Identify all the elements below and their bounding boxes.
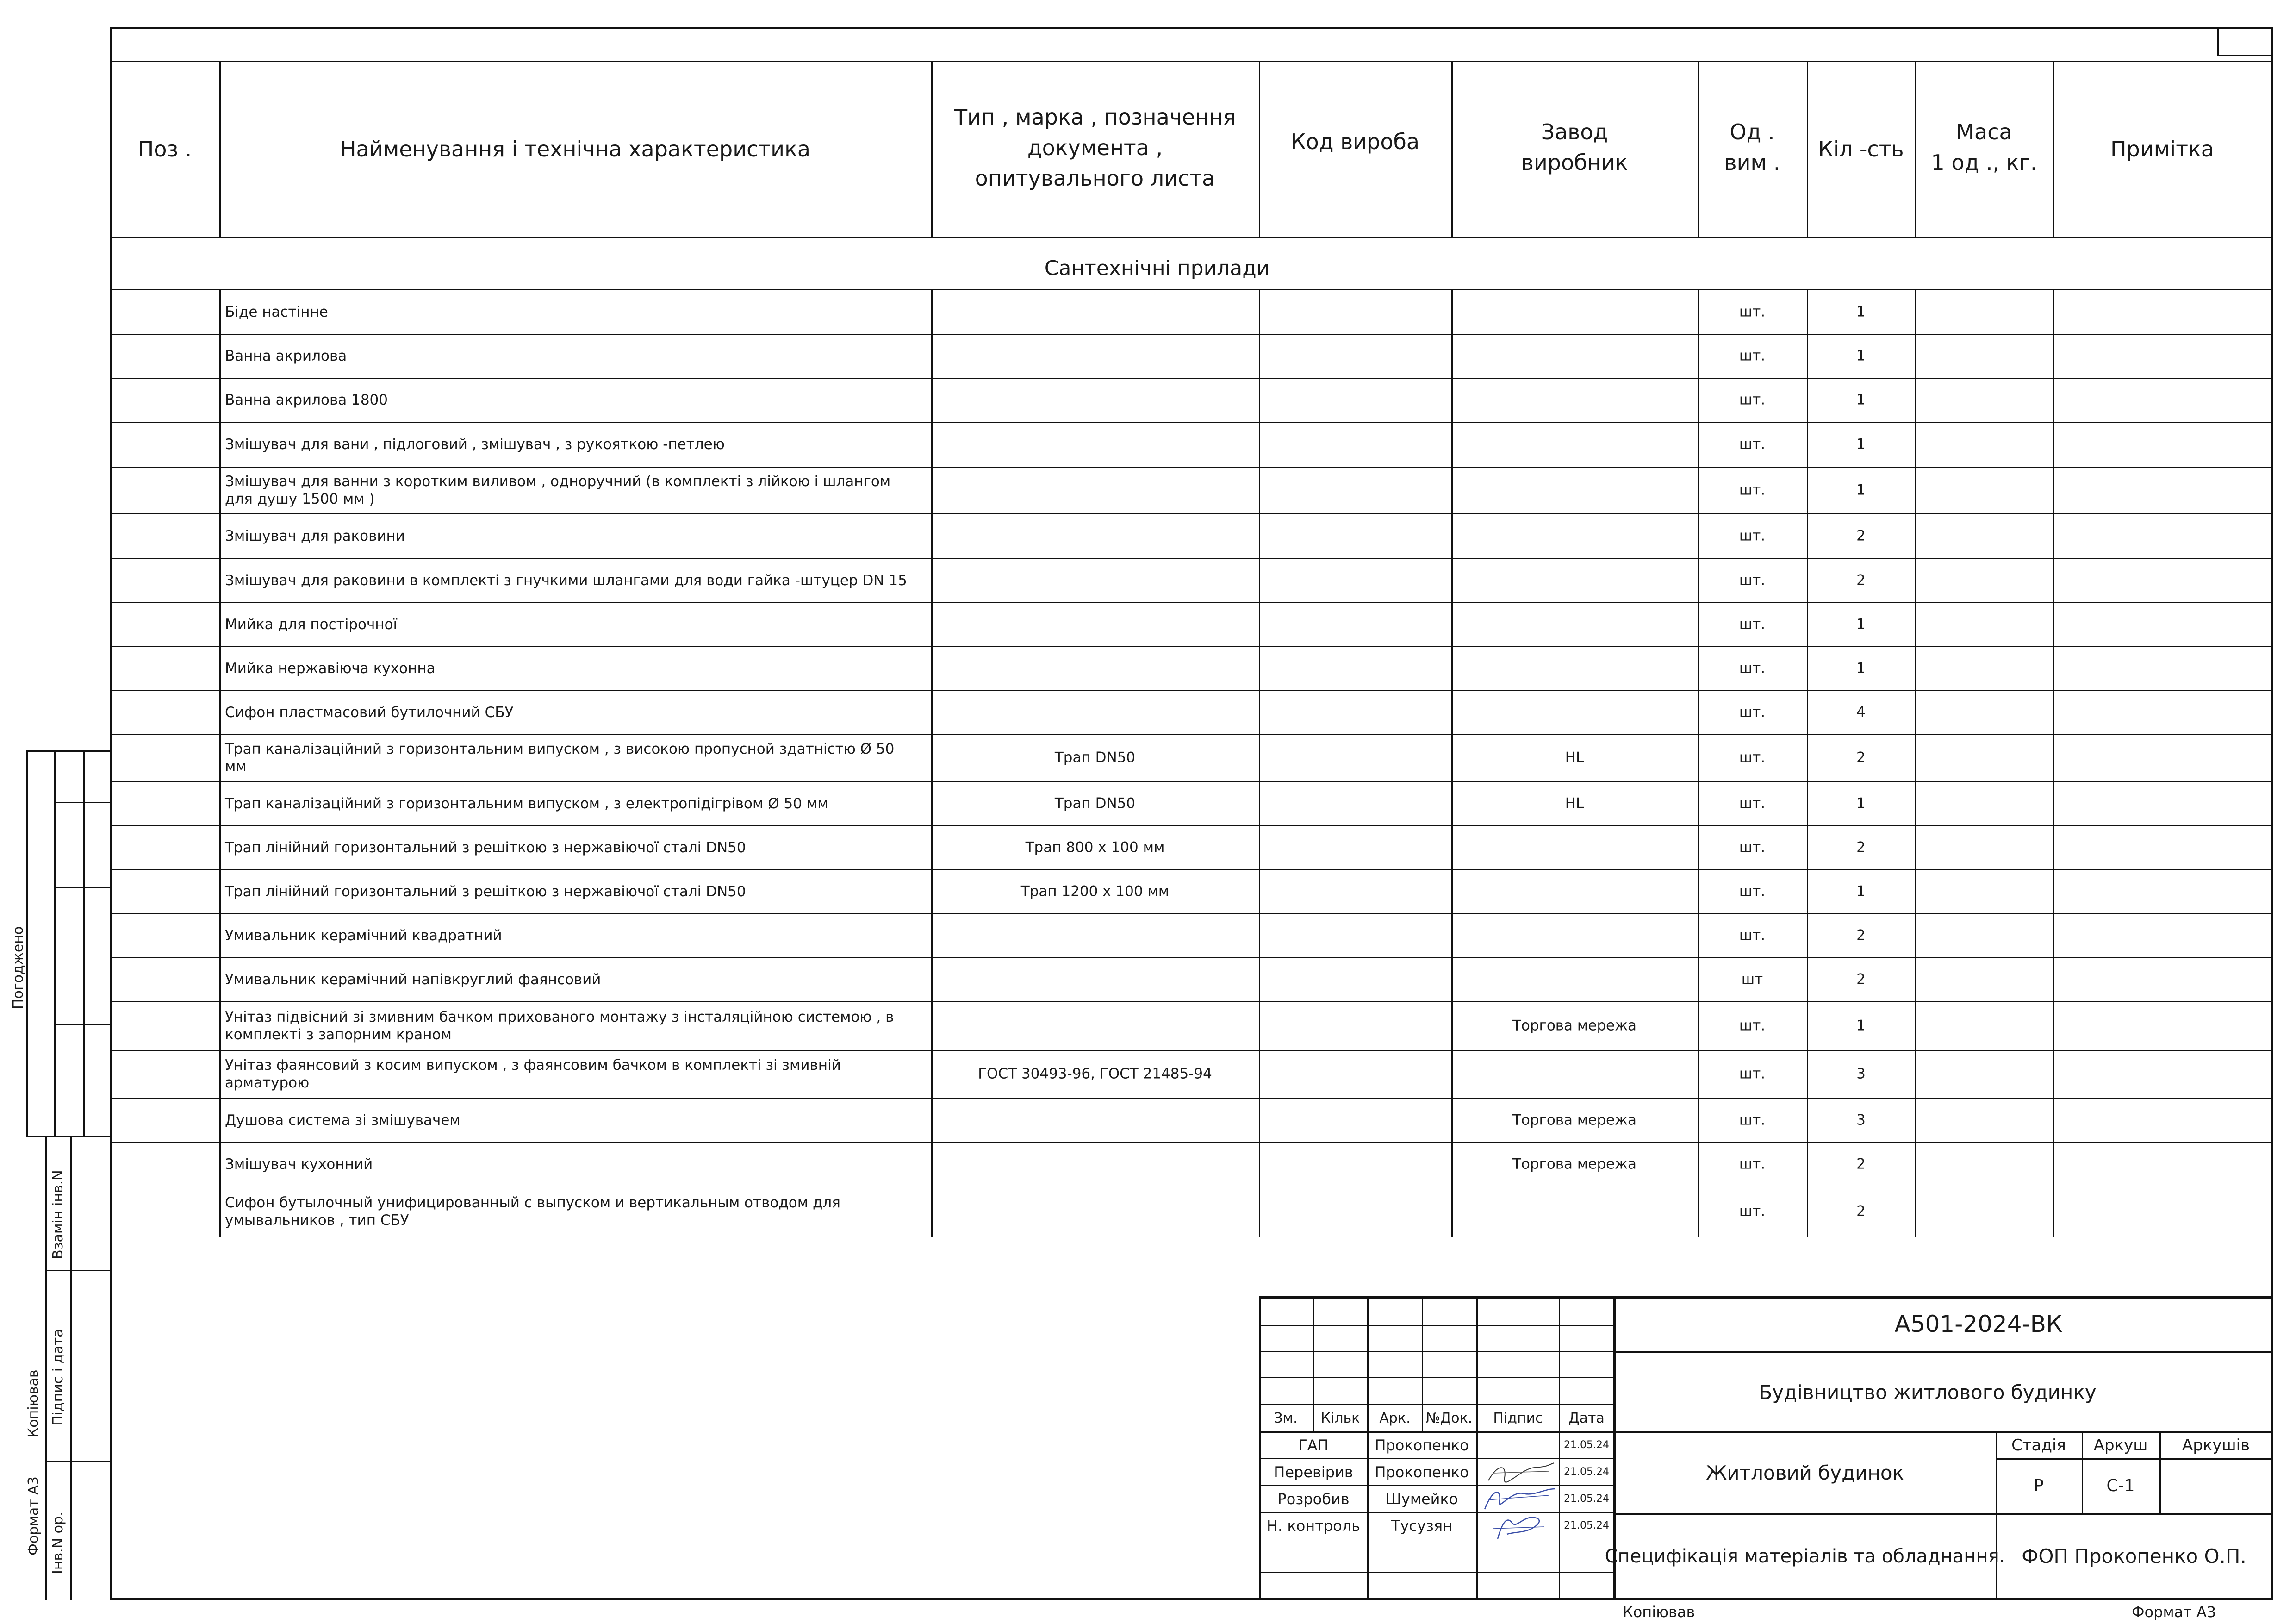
row-divider	[110, 467, 2273, 468]
stamp-v-5	[1559, 1296, 1560, 1600]
row-unit: шт.	[1739, 616, 1766, 632]
header-type-1: Тип , марка , позначення	[954, 105, 1236, 130]
row-unit: шт.	[1739, 436, 1766, 453]
row-unit: шт.	[1739, 749, 1766, 766]
stamp-sheet-label: Аркуш	[2093, 1436, 2148, 1455]
stamp-left	[1259, 1296, 1261, 1600]
margin-pidpys-data: Підпис і дата	[50, 1329, 66, 1426]
row-divider	[110, 513, 2273, 514]
row-divider	[110, 602, 2273, 603]
col-line-8	[2053, 61, 2054, 238]
row-unit: шт.	[1739, 1112, 1766, 1128]
body-col-line-6	[1807, 289, 1808, 1237]
col-line-3	[1259, 61, 1260, 238]
header-type-3: опитувального листа	[975, 166, 1215, 191]
header-type-2: документа ,	[1027, 135, 1163, 160]
row-unit: шт.	[1739, 1156, 1766, 1173]
stamp-name-normcontrol: Тусузян	[1391, 1517, 1453, 1535]
row-name: Змішувач для раковини	[225, 527, 405, 544]
row-factory: HL	[1565, 795, 1584, 812]
body-col-line-3	[1259, 289, 1260, 1237]
frame-bottom	[110, 1598, 2273, 1600]
row-name: Унітаз підвісний зі змивним бачком прихованого монтажу з інсталяційною системою , в	[225, 1008, 894, 1025]
row-unit: шт.	[1739, 572, 1766, 588]
row-divider	[110, 334, 2273, 335]
row-qty: 2	[1856, 927, 1866, 943]
frame-right	[2271, 27, 2273, 1600]
row-name: Мийка для постірочної	[225, 616, 398, 633]
row-qty: 2	[1856, 749, 1866, 766]
margin-pogodzheno: Погоджено	[10, 926, 26, 1009]
margin-kopiuvav: Копіював	[25, 1369, 42, 1437]
col-line-7	[1915, 61, 1916, 238]
margin-lower-mid	[70, 1136, 72, 1600]
header-note: Примітка	[2110, 137, 2214, 162]
row-name: Трап лінійний горизонтальний з решіткою з нержавіючої сталі DN50	[225, 839, 746, 856]
frame-top	[110, 27, 2273, 29]
body-col-line-2	[931, 289, 933, 1237]
stamp-r-v-2	[2082, 1431, 2083, 1514]
signature-developed	[1479, 1486, 1558, 1512]
stamp-left-row-8	[1259, 1512, 1613, 1513]
margin-strip-inner	[83, 750, 85, 1137]
margin-strip-div-1	[54, 802, 112, 803]
stamp-role-checked: Перевірив	[1274, 1463, 1353, 1481]
stamp-v-1	[1313, 1296, 1314, 1432]
row-divider	[110, 869, 2273, 870]
row-divider	[110, 1098, 2273, 1099]
header-top-line	[110, 61, 2273, 62]
row-name-cont: мм	[225, 758, 247, 775]
col-line-5	[1698, 61, 1699, 238]
row-name: Унітаз фаянсовий з косим випуском , з фаянсовим бачком в комплекті зі змивній	[225, 1057, 841, 1074]
body-col-line-4	[1451, 289, 1453, 1237]
row-name: Змішувач для раковини в комплекті з гнучкими шлангами для води гайка -штуцер DN 15	[225, 572, 907, 589]
signature-checked	[1479, 1459, 1558, 1485]
row-name: Біде настінне	[225, 304, 328, 320]
row-type: Трап DN50	[1054, 749, 1136, 766]
stamp-col-izm: Зм.	[1274, 1410, 1298, 1426]
stamp-object: Житловий будинок	[1706, 1462, 1904, 1484]
row-name-cont: комплекті з запорним краном	[225, 1026, 452, 1043]
row-name: Ванна акрилова	[225, 347, 347, 364]
row-qty: 2	[1856, 1156, 1866, 1173]
header-bottom-line	[110, 237, 2273, 238]
header-code: Код вироба	[1290, 129, 1420, 154]
row-qty: 4	[1856, 704, 1866, 720]
body-col-line-7	[1915, 289, 1916, 1237]
row-divider	[110, 957, 2273, 958]
row-name: Умивальник керамічний квадратний	[225, 927, 502, 944]
row-factory: Торгова мережа	[1512, 1017, 1637, 1034]
row-unit: шт.	[1739, 527, 1766, 544]
stamp-left-row-6	[1259, 1458, 1613, 1459]
stamp-v-3	[1422, 1296, 1423, 1432]
stamp-col-ndok: №Док.	[1425, 1410, 1473, 1426]
row-unit: шт.	[1739, 1065, 1766, 1082]
signature-normcontrol	[1479, 1513, 1558, 1541]
row-name: Трап лінійний горизонтальний з решіткою з нержавіючої сталі DN50	[225, 883, 746, 900]
row-qty: 1	[1856, 347, 1866, 364]
row-qty: 1	[1856, 660, 1866, 676]
row-divider	[110, 1001, 2273, 1002]
row-unit: шт.	[1739, 704, 1766, 720]
row-qty: 1	[1856, 1017, 1866, 1034]
stamp-sheets-label: Аркушів	[2182, 1436, 2250, 1455]
stamp-left-row-4	[1259, 1404, 1613, 1405]
col-line-6	[1807, 61, 1808, 238]
row-unit: шт.	[1739, 927, 1766, 943]
row-unit: шт.	[1739, 1017, 1766, 1034]
body-col-line-1	[219, 289, 221, 1237]
stamp-v-role	[1367, 1432, 1369, 1600]
stamp-col-kilk: Кільк	[1320, 1410, 1360, 1426]
stamp-role-normcontrol: Н. контроль	[1266, 1517, 1361, 1535]
row-type: Трап 1200 x 100 мм	[1020, 883, 1170, 899]
row-qty: 1	[1856, 391, 1866, 408]
stamp-left-row-2	[1259, 1351, 1613, 1352]
footer-format: Формат А3	[2132, 1603, 2216, 1621]
row-factory: Торгова мережа	[1512, 1156, 1637, 1173]
corner-box-left	[2217, 27, 2219, 56]
stamp-col-data: Дата	[1568, 1410, 1605, 1426]
header-unit-2: вим .	[1724, 150, 1780, 175]
stamp-doc-title: Специфікація матеріалів та обладнання.	[1605, 1546, 2005, 1567]
stamp-r-v-3	[2159, 1431, 2161, 1514]
stamp-stage-label: Стадія	[2011, 1436, 2066, 1455]
margin-strip-left	[26, 750, 28, 1137]
margin-vzam-inv: Взамін інв.N	[50, 1170, 66, 1259]
stamp-date-gap: 21.05.24	[1564, 1439, 1609, 1451]
stamp-r-v-1	[1996, 1431, 1997, 1600]
header-qty: Кіл -сть	[1818, 137, 1904, 162]
stamp-left-row-9	[1259, 1572, 1613, 1573]
row-unit: шт.	[1739, 660, 1766, 676]
row-qty: 1	[1856, 616, 1866, 632]
row-unit: шт.	[1739, 303, 1766, 320]
row-divider	[110, 378, 2273, 379]
stamp-project: Будівництво житлового будинку	[1759, 1381, 2097, 1404]
row-name: Трап каналізаційний з горизонтальним випуском , з високою пропусной здатністю Ø 50	[225, 741, 895, 757]
row-name: Змішувач для ванни з коротким виливом , одноручний (в комплекті з лійкою і шлангом	[225, 473, 891, 490]
margin-strip-div-4	[26, 1136, 112, 1137]
row-qty: 2	[1856, 971, 1866, 987]
row-qty: 1	[1856, 481, 1866, 498]
row-name-cont: умывальников , тип СБУ	[225, 1212, 409, 1229]
stamp-company: ФОП Прокопенко О.П.	[2022, 1545, 2246, 1568]
row-factory: HL	[1565, 749, 1584, 766]
row-qty: 2	[1856, 572, 1866, 588]
stamp-sheet-value: С-1	[2106, 1476, 2135, 1495]
row-divider	[110, 646, 2273, 647]
row-qty: 1	[1856, 303, 1866, 320]
row-qty: 2	[1856, 839, 1866, 856]
margin-strip-top	[26, 750, 112, 752]
row-name: Мийка нержавіюча кухонна	[225, 660, 436, 677]
row-name: Трап каналізаційний з горизонтальним випуском , з електропідігрівом Ø 50 мм	[225, 795, 828, 812]
stamp-left-row-7	[1259, 1485, 1613, 1486]
margin-strip-div-3	[54, 1024, 112, 1025]
row-unit: шт.	[1739, 391, 1766, 408]
row-type: Трап DN50	[1054, 795, 1136, 812]
stamp-doc-code: А501-2024-ВК	[1894, 1311, 2063, 1337]
row-qty: 2	[1856, 527, 1866, 544]
row-qty: 1	[1856, 795, 1866, 812]
stamp-role-gap: ГАП	[1298, 1437, 1329, 1454]
stamp-stage-value: Р	[2034, 1476, 2044, 1495]
stamp-name-developed: Шумейко	[1385, 1490, 1458, 1508]
row-qty: 3	[1856, 1065, 1866, 1082]
row-qty: 2	[1856, 1203, 1866, 1220]
row-unit: шт.	[1739, 1203, 1766, 1220]
stamp-top	[1259, 1296, 2273, 1299]
body-col-line-8	[2053, 289, 2054, 1237]
stamp-v-4	[1476, 1296, 1478, 1600]
row-name-cont: арматурою	[225, 1074, 310, 1091]
row-name: Ванна акрилова 1800	[225, 392, 388, 408]
stamp-r-row-3	[1996, 1458, 2273, 1460]
row-qty: 1	[1856, 436, 1866, 453]
row-divider	[110, 1050, 2273, 1051]
stamp-r-row-1	[1613, 1351, 2273, 1353]
header-name: Найменування і технічна характеристика	[340, 137, 811, 162]
row-name: Сифон пластмасовий бутилочний СБУ	[225, 704, 514, 721]
margin-strip-div-2	[54, 887, 112, 888]
row-divider	[110, 422, 2273, 423]
section-bottom-line	[110, 289, 2273, 290]
row-factory: Торгова мережа	[1512, 1112, 1637, 1128]
col-line-4	[1451, 61, 1453, 238]
header-mass-1: Маса	[1956, 119, 2012, 144]
margin-inv-orig: Інв.N ор.	[50, 1512, 66, 1574]
header-unit-1: Од .	[1730, 119, 1775, 144]
row-divider	[110, 781, 2273, 782]
header-factory-2: виробник	[1521, 150, 1628, 175]
row-type: ГОСТ 30493-96, ГОСТ 21485-94	[978, 1065, 1212, 1082]
row-unit: шт.	[1739, 883, 1766, 899]
stamp-date-normcontrol: 21.05.24	[1564, 1520, 1609, 1531]
row-divider	[110, 1142, 2273, 1143]
row-qty: 3	[1856, 1112, 1866, 1128]
margin-lower-left	[45, 1136, 47, 1600]
stamp-name-gap: Прокопенко	[1375, 1437, 1469, 1454]
row-divider	[110, 734, 2273, 735]
row-name: Змішувач кухонний	[225, 1156, 373, 1173]
col-line-2	[931, 61, 933, 238]
stamp-r-row-4	[1613, 1513, 2273, 1515]
row-unit: шт	[1741, 971, 1763, 987]
row-name: Душова система зі змішувачем	[225, 1112, 460, 1129]
stamp-col-ark: Арк.	[1379, 1410, 1411, 1426]
header-pos: Поз .	[137, 137, 192, 162]
body-col-line-5	[1698, 289, 1699, 1237]
frame-left	[110, 27, 112, 1600]
row-name: Змішувач для вани , підлоговий , змішувач , з рукояткою -петлею	[225, 436, 725, 453]
row-unit: шт.	[1739, 795, 1766, 812]
corner-box-bottom	[2217, 55, 2273, 56]
stamp-r-row-2	[1613, 1431, 2273, 1433]
stamp-col-pidpys: Підпис	[1493, 1410, 1543, 1426]
col-line-1	[219, 61, 221, 238]
footer-kopiuvav: Копіював	[1623, 1603, 1695, 1621]
header-factory-1: Завод	[1541, 119, 1608, 144]
stamp-date-checked: 21.05.24	[1564, 1466, 1609, 1478]
row-qty: 1	[1856, 883, 1866, 899]
margin-lower-div-2	[45, 1461, 112, 1462]
stamp-v-2	[1367, 1296, 1369, 1432]
row-type: Трап 800 x 100 мм	[1025, 839, 1165, 856]
stamp-date-developed: 21.05.24	[1564, 1493, 1609, 1505]
row-name: Умивальник керамічний напівкруглий фаянсовий	[225, 971, 601, 988]
row-divider	[110, 913, 2273, 914]
row-unit: шт.	[1739, 481, 1766, 498]
row-divider	[110, 690, 2273, 691]
row-unit: шт.	[1739, 347, 1766, 364]
row-name: Сифон бутылочный унифицированный с выпуском и вертикальным отводом для	[225, 1194, 840, 1211]
header-mass-2: 1 од ., кг.	[1931, 150, 2037, 175]
stamp-name-checked: Прокопенко	[1375, 1463, 1469, 1481]
margin-lower-div-1	[45, 1270, 112, 1271]
row-unit: шт.	[1739, 839, 1766, 856]
stamp-left-row-5	[1259, 1431, 1613, 1433]
margin-strip-mid	[54, 750, 56, 1137]
stamp-left-row-3	[1259, 1377, 1613, 1378]
stamp-left-row-1	[1259, 1325, 1613, 1326]
margin-format: Формат А3	[25, 1476, 42, 1555]
row-divider	[110, 558, 2273, 559]
row-name-cont: для душу 1500 мм )	[225, 490, 375, 507]
stamp-role-developed: Розробив	[1277, 1490, 1350, 1508]
section-title: Сантехнічні прилади	[1044, 256, 1270, 280]
row-divider	[110, 825, 2273, 826]
